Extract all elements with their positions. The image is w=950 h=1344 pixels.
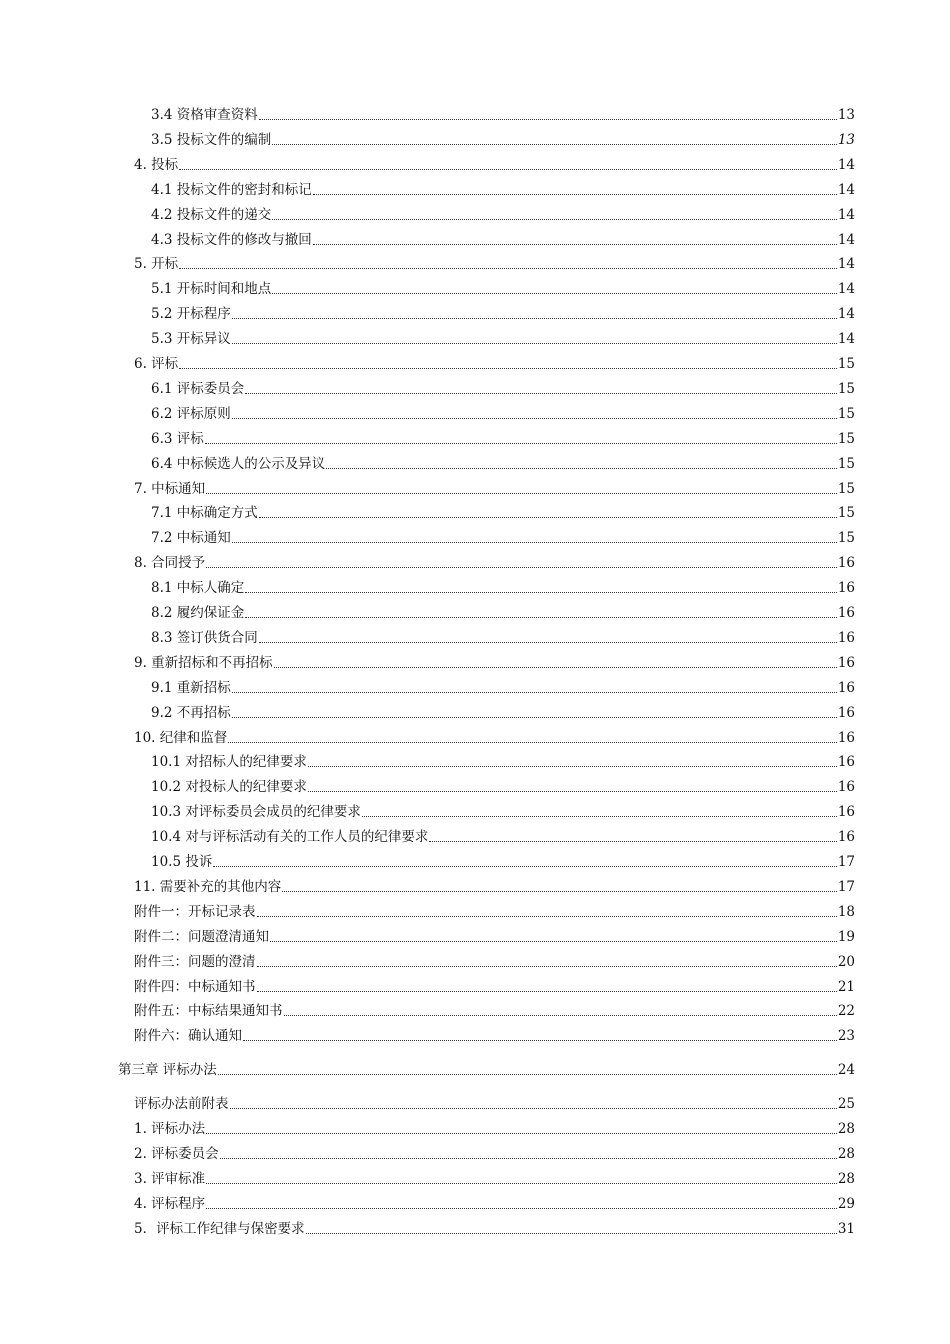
toc-entry-label: 第三章 评标办法 xyxy=(118,1062,217,1079)
toc-row xyxy=(0,847,950,871)
toc-entry-page-number: 16 xyxy=(837,829,855,846)
toc-dot-leader xyxy=(257,990,837,992)
toc-row xyxy=(0,623,950,647)
toc-entry[interactable] xyxy=(134,872,855,896)
toc-entry-label: 6.2 评标原则 xyxy=(151,405,231,422)
toc-entry-page-number: 13 xyxy=(837,131,855,148)
toc-entry-page-number: 20 xyxy=(837,953,855,970)
toc-dot-leader xyxy=(206,1182,837,1184)
toc-row xyxy=(0,872,950,896)
toc-dot-leader xyxy=(313,243,837,245)
toc-entry-page-number: 16 xyxy=(837,754,855,771)
toc-entry[interactable] xyxy=(134,947,855,971)
toc-row xyxy=(0,399,950,423)
toc-entry-page-number: 16 xyxy=(837,629,855,646)
toc-entry-page-number: 14 xyxy=(837,156,855,173)
toc-dot-leader xyxy=(232,317,837,319)
toc-entry[interactable] xyxy=(151,523,855,547)
toc-entry-label: 7.1 中标确定方式 xyxy=(151,505,258,522)
toc-row xyxy=(0,1164,950,1188)
toc-dot-leader xyxy=(220,1157,837,1159)
toc-row xyxy=(0,972,950,996)
toc-row xyxy=(0,797,950,821)
toc-dot-leader xyxy=(326,467,837,469)
toc-entry-label: 6. 评标 xyxy=(134,356,179,372)
toc-entry[interactable] xyxy=(134,922,855,946)
toc-entry-label: 5.2 开标程序 xyxy=(151,306,231,323)
toc-entry[interactable] xyxy=(134,648,855,672)
toc-row xyxy=(0,1189,950,1213)
toc-entry-label: 4.3 投标文件的修改与撤回 xyxy=(151,231,312,248)
toc-dot-leader xyxy=(232,691,837,693)
toc-dot-leader xyxy=(313,193,837,195)
toc-row xyxy=(0,747,950,771)
toc-entry-page-number: 15 xyxy=(837,380,855,397)
toc-dot-leader xyxy=(228,741,837,743)
toc-dot-leader xyxy=(270,940,837,942)
toc-entry[interactable] xyxy=(151,175,855,199)
toc-dot-leader xyxy=(232,716,837,718)
toc-entry[interactable] xyxy=(134,548,855,572)
toc-entry[interactable] xyxy=(134,1214,855,1238)
toc-row xyxy=(0,1114,950,1138)
toc-entry-page-number: 15 xyxy=(837,480,855,497)
toc-row xyxy=(0,548,950,572)
toc-entry-label: 10.2 对投标人的纪律要求 xyxy=(151,779,307,796)
toc-row xyxy=(0,374,950,398)
toc-entry[interactable] xyxy=(151,125,855,149)
toc-entry-label: 3.4 资格审查资料 xyxy=(151,107,258,123)
toc-row xyxy=(0,449,950,473)
toc-entry-label: 附件五：中标结果通知书 xyxy=(134,1003,283,1020)
toc-dot-leader xyxy=(306,1232,837,1234)
toc-entry-page-number: 24 xyxy=(837,1062,855,1079)
toc-dot-leader xyxy=(232,541,837,543)
toc-dot-leader xyxy=(429,840,836,842)
toc-entry-label: 6.3 评标 xyxy=(151,430,204,447)
toc-entry-label: 7.2 中标通知 xyxy=(151,530,231,547)
toc-entry-label: 5.1 开标时间和地点 xyxy=(151,281,272,298)
toc-dot-leader xyxy=(257,965,837,967)
toc-entry[interactable] xyxy=(151,623,855,647)
toc-row xyxy=(0,349,950,373)
toc-entry-label: 6.1 评标委员会 xyxy=(151,380,245,397)
toc-entry[interactable] xyxy=(134,1139,855,1163)
toc-entry-page-number: 15 xyxy=(837,405,855,422)
toc-entry[interactable] xyxy=(134,1189,855,1213)
toc-row xyxy=(0,598,950,622)
toc-entry[interactable] xyxy=(134,723,855,747)
toc-entry-label: 9.2 不再招标 xyxy=(151,704,231,721)
toc-row xyxy=(0,822,950,846)
toc-entry[interactable] xyxy=(134,249,855,273)
toc-entry[interactable] xyxy=(151,374,855,398)
toc-entry[interactable] xyxy=(134,1164,855,1188)
toc-entry-label: 9. 重新招标和不再招标 xyxy=(134,654,273,671)
toc-dot-leader xyxy=(232,417,837,419)
toc-entry[interactable] xyxy=(151,200,855,224)
toc-entry-label: 附件三：问题的澄清 xyxy=(134,953,256,970)
toc-entry-label: 10.1 对招标人的纪律要求 xyxy=(151,754,307,771)
toc-dot-leader xyxy=(259,641,837,643)
toc-dot-leader xyxy=(206,492,837,494)
toc-entry-label: 5．评标工作纪律与保密要求 xyxy=(134,1220,305,1237)
toc-entry[interactable] xyxy=(134,972,855,996)
toc-entry-label: 10.3 对评标委员会成员的纪律要求 xyxy=(151,804,361,821)
toc-row xyxy=(0,1214,950,1238)
toc-row xyxy=(0,573,950,597)
toc-entry-page-number: 17 xyxy=(837,854,855,870)
toc-dot-leader xyxy=(205,442,837,444)
toc-row xyxy=(0,673,950,697)
toc-dot-leader xyxy=(308,765,837,767)
toc-entry-label: 4.2 投标文件的递交 xyxy=(151,206,272,223)
toc-row xyxy=(0,324,950,348)
toc-entry-label: 9.1 重新招标 xyxy=(151,679,231,696)
toc-entry-page-number: 28 xyxy=(837,1145,855,1162)
toc-entry-page-number: 15 xyxy=(837,356,855,372)
toc-entry-page-number: 31 xyxy=(837,1220,855,1237)
toc-row xyxy=(0,922,950,946)
toc-entry-page-number: 14 xyxy=(837,206,855,223)
toc-entry-label: 10. 纪律和监督 xyxy=(134,729,228,746)
toc-entry[interactable] xyxy=(151,797,855,821)
toc-entry-page-number: 16 xyxy=(837,704,855,721)
toc-dot-leader xyxy=(206,1132,837,1134)
toc-entry-page-number: 16 xyxy=(837,804,855,821)
toc-dot-leader xyxy=(230,1107,837,1109)
toc-dot-leader xyxy=(259,118,837,120)
toc-dot-leader xyxy=(179,367,837,369)
toc-entry-label: 8.2 履约保证金 xyxy=(151,605,245,621)
toc-entry-label: 附件二：问题澄清通知 xyxy=(134,928,269,945)
toc-row xyxy=(0,424,950,448)
toc-entry-label: 10.5 投诉 xyxy=(151,854,213,870)
toc-entry[interactable] xyxy=(118,1055,855,1079)
toc-row xyxy=(0,175,950,199)
toc-entry-label: 3. 评审标准 xyxy=(134,1170,206,1187)
toc-row xyxy=(0,299,950,323)
toc-entry[interactable] xyxy=(134,349,855,373)
toc-entry-page-number: 16 xyxy=(837,679,855,696)
toc-entry-page-number: 16 xyxy=(837,729,855,746)
toc-entry-label: 11. 需要补充的其他内容 xyxy=(134,878,282,895)
toc-row xyxy=(0,225,950,249)
toc-entry-label: 5.3 开标异议 xyxy=(151,331,231,348)
toc-dot-leader xyxy=(272,218,837,220)
toc-entry-page-number: 14 xyxy=(837,231,855,248)
toc-dot-leader xyxy=(206,566,837,568)
toc-entry-page-number: 22 xyxy=(837,1003,855,1020)
toc-entry[interactable] xyxy=(151,225,855,249)
toc-row xyxy=(0,523,950,547)
toc-entry[interactable] xyxy=(134,1021,855,1045)
toc-row xyxy=(0,274,950,298)
toc-entry-page-number: 15 xyxy=(837,455,855,472)
toc-entry-page-number: 16 xyxy=(837,654,855,671)
toc-dot-leader xyxy=(245,616,837,618)
toc-dot-leader xyxy=(213,865,836,867)
toc-entry-page-number: 19 xyxy=(837,928,855,945)
toc-dot-leader xyxy=(245,392,837,394)
toc-row xyxy=(0,150,950,174)
toc-entry[interactable] xyxy=(151,698,855,722)
toc-row xyxy=(0,1021,950,1045)
toc-entry[interactable] xyxy=(151,399,855,423)
toc-entry-label: 4.1 投标文件的密封和标记 xyxy=(151,181,312,198)
toc-dot-leader xyxy=(218,1073,837,1075)
toc-entry[interactable] xyxy=(151,424,855,448)
toc-entry-page-number: 21 xyxy=(837,978,855,995)
toc-row xyxy=(0,947,950,971)
toc-entry[interactable] xyxy=(134,150,855,174)
toc-row xyxy=(0,100,950,124)
toc-entry-label: 1. 评标办法 xyxy=(134,1121,206,1137)
toc-entry-page-number: 17 xyxy=(837,878,855,895)
toc-entry-page-number: 15 xyxy=(837,430,855,447)
toc-entry-page-number: 15 xyxy=(837,530,855,547)
toc-entry-page-number: 18 xyxy=(837,903,855,920)
toc-entry-page-number: 28 xyxy=(837,1170,855,1187)
toc-entry-label: 8. 合同授予 xyxy=(134,555,206,572)
toc-dot-leader xyxy=(179,267,837,269)
toc-entry-page-number: 14 xyxy=(837,306,855,323)
toc-entry-label: 7. 中标通知 xyxy=(134,480,206,497)
toc-row xyxy=(0,1055,950,1079)
toc-entry-label: 附件四：中标通知书 xyxy=(134,978,256,995)
toc-entry-page-number: 16 xyxy=(837,605,855,621)
toc-row xyxy=(0,996,950,1020)
toc-dot-leader xyxy=(272,292,837,294)
toc-entry[interactable] xyxy=(151,573,855,597)
toc-dot-leader xyxy=(272,143,837,145)
toc-entry-label: 6.4 中标候选人的公示及异议 xyxy=(151,455,326,472)
toc-dot-leader xyxy=(257,915,837,917)
toc-entry[interactable] xyxy=(151,449,855,473)
toc-entry-label: 附件六：确认通知 xyxy=(134,1028,242,1045)
toc-row xyxy=(0,698,950,722)
toc-entry-label: 评标办法前附表 xyxy=(134,1096,229,1113)
toc-dot-leader xyxy=(245,591,837,593)
toc-entry-page-number: 14 xyxy=(837,331,855,348)
toc-dot-leader xyxy=(282,890,837,892)
toc-entry-page-number: 14 xyxy=(837,281,855,298)
toc-entry-page-number: 25 xyxy=(837,1096,855,1113)
toc-entry-label: 2. 评标委员会 xyxy=(134,1145,219,1162)
toc-entry[interactable] xyxy=(134,996,855,1020)
toc-entry-page-number: 23 xyxy=(837,1028,855,1045)
toc-dot-leader xyxy=(259,516,837,518)
toc-entry-page-number: 16 xyxy=(837,555,855,572)
toc-entry[interactable] xyxy=(151,847,855,871)
toc-entry-label: 8.3 签订供货合同 xyxy=(151,629,258,646)
toc-entry-label: 10.4 对与评标活动有关的工作人员的纪律要求 xyxy=(151,829,429,846)
toc-entry-label: 3.5 投标文件的编制 xyxy=(151,131,272,148)
toc-dot-leader xyxy=(284,1014,837,1016)
toc-entry-page-number: 14 xyxy=(837,256,855,273)
toc-entry-page-number: 15 xyxy=(837,505,855,522)
toc-entry[interactable] xyxy=(134,897,855,921)
toc-entry[interactable] xyxy=(151,498,855,522)
toc-dot-leader xyxy=(243,1039,837,1041)
toc-row xyxy=(0,474,950,498)
toc-entry[interactable] xyxy=(151,747,855,771)
toc-dot-leader xyxy=(206,1207,837,1209)
toc-entry[interactable] xyxy=(151,673,855,697)
toc-dot-leader xyxy=(232,342,837,344)
toc-entry[interactable] xyxy=(151,274,855,298)
toc-row xyxy=(0,125,950,149)
toc-row xyxy=(0,200,950,224)
toc-entry[interactable] xyxy=(151,299,855,323)
toc-entry[interactable] xyxy=(151,822,855,846)
toc-dot-leader xyxy=(274,666,837,668)
toc-entry-page-number: 14 xyxy=(837,181,855,198)
toc-entry-page-number: 13 xyxy=(837,107,855,123)
toc-entry-page-number: 16 xyxy=(837,779,855,796)
toc-entry[interactable] xyxy=(134,474,855,498)
toc-entry-label: 4. 投标 xyxy=(134,156,179,173)
toc-entry-page-number: 16 xyxy=(837,580,855,597)
toc-entry[interactable] xyxy=(151,324,855,348)
toc-dot-leader xyxy=(179,168,837,170)
toc-entry[interactable] xyxy=(151,598,855,622)
toc-entry[interactable] xyxy=(134,1089,855,1113)
toc-entry-page-number: 28 xyxy=(837,1121,855,1137)
toc-dot-leader xyxy=(362,815,837,817)
toc-row xyxy=(0,249,950,273)
toc-row xyxy=(0,1089,950,1113)
toc-entry[interactable] xyxy=(151,100,855,124)
toc-row xyxy=(0,498,950,522)
toc-entry-label: 4. 评标程序 xyxy=(134,1195,206,1212)
toc-entry-label: 8.1 中标人确定 xyxy=(151,580,245,597)
toc-entry-page-number: 29 xyxy=(837,1195,855,1212)
toc-row xyxy=(0,648,950,672)
toc-entry[interactable] xyxy=(151,772,855,796)
toc-row xyxy=(0,897,950,921)
toc-entry-label: 附件一：开标记录表 xyxy=(134,903,256,920)
toc-row xyxy=(0,772,950,796)
toc-row xyxy=(0,1139,950,1163)
toc-entry[interactable] xyxy=(134,1114,855,1138)
toc-entry-label: 5. 开标 xyxy=(134,256,179,273)
toc-dot-leader xyxy=(308,790,837,792)
toc-row xyxy=(0,723,950,747)
